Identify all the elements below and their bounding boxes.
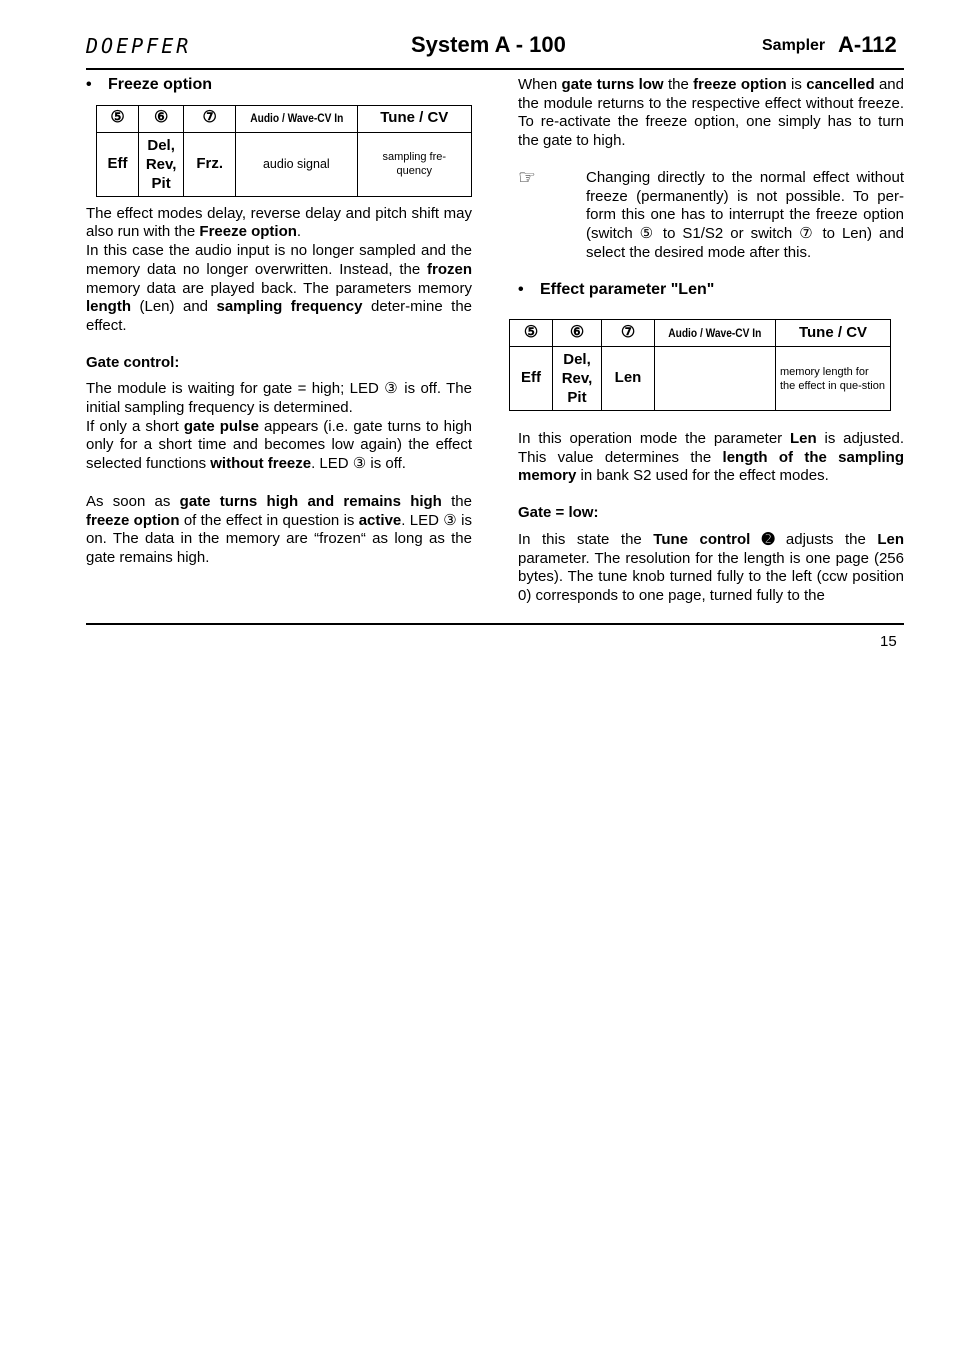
switch-6-header: ⑥: [138, 105, 183, 132]
right-column: [518, 76, 904, 606]
pointing-hand-icon: ☞: [518, 166, 536, 189]
note-block: [518, 166, 904, 263]
cell-memory-length: memory length for the effect in que-stion: [776, 347, 891, 411]
cell-del-rev-pit: Del, Rev, Pit: [553, 347, 602, 411]
paragraph-gate-high: As soon as gate turns high and remains high the freeze option of the effect in question is active. LED ③ is on. The data in the memory are “frozen“ as long as the gate remains high.: [86, 492, 472, 566]
bullet-dot: •: [518, 281, 524, 299]
footer-rule: [86, 623, 904, 625]
paragraph-gate-wait: The module is waiting for gate = high; LED ③ is off. The initial sampling frequency is determined.: [86, 380, 472, 417]
switch-5-header: ⑤: [510, 320, 553, 347]
cell-audio-signal: audio signal: [236, 132, 357, 196]
cell-eff: Eff: [510, 347, 553, 411]
model-number: A-112: [838, 32, 897, 57]
section-label: Sampler: [762, 37, 826, 54]
len-parameter-heading: Effect parameter "Len": [540, 281, 715, 299]
page-number: 15: [880, 633, 897, 650]
paragraph-tune-len: In this state the Tune control ➋ adjusts the Len parameter. The resolution for the length is one page (256 bytes). The tune knob turned fully to the left (ccw position 0) corresponds to one page, turned fully to the: [518, 530, 904, 604]
bullet-dot: •: [86, 76, 92, 93]
switch-6-header: ⑥: [553, 320, 602, 347]
freeze-option-bullet: [86, 76, 472, 95]
len-parameter-bullet: [518, 281, 904, 300]
left-column: [86, 76, 472, 568]
paragraph-freeze-detail: In this case the audio input is no longer sampled and the memory data no longer overwritten. Instead, the frozen memory data are played back. The parameters memory length (Len) and sampling frequency deter-mine the effect.: [86, 242, 473, 334]
tune-cv-header: Tune / CV: [357, 105, 471, 132]
cell-eff: Eff: [97, 132, 139, 196]
paragraph-gate-low: When gate turns low the freeze option is cancelled and the module returns to the respective effect without freeze. To re-activate the freeze option, one simply has to turn the gate to high.: [518, 76, 904, 150]
cell-empty: [655, 347, 776, 411]
cell-frz: Frz.: [184, 132, 236, 196]
note-text: Changing directly to the normal effect without freeze (permanently) is not possible. To per-form this one has to interrupt the freeze option (switch ⑤ to S1/S2 or switch ⑦ to Len) and select the desired mode after this.: [586, 168, 904, 261]
freeze-option-heading: Freeze option: [108, 76, 213, 93]
freeze-table: [96, 105, 472, 197]
tune-cv-header: Tune / CV: [776, 320, 891, 347]
doepfer-logo: DOEPFER: [86, 34, 192, 58]
len-table: [509, 319, 891, 411]
audio-in-header: Audio / Wave-CV In: [655, 320, 776, 347]
page-header: [86, 30, 904, 70]
gate-control-heading: Gate control:: [86, 353, 180, 371]
cell-sampling-frequency: sampling fre-quency: [357, 132, 471, 196]
switch-7-header: ⑦: [184, 105, 236, 132]
gate-low-heading: Gate = low:: [518, 504, 599, 522]
switch-5-header: ⑤: [97, 105, 139, 132]
cell-del-rev-pit: Del, Rev, Pit: [138, 132, 183, 196]
system-title: System A - 100: [411, 32, 566, 57]
cell-len: Len: [602, 347, 655, 411]
switch-7-header: ⑦: [602, 320, 655, 347]
audio-in-header: Audio / Wave-CV In: [236, 105, 357, 132]
paragraph-freeze-intro: The effect modes delay, reverse delay and pitch shift may also run with the Freeze option.: [86, 204, 472, 241]
paragraph-len-mode: In this operation mode the parameter Len is adjusted. This value determines the length of the sampling memory in bank S2 used for the effect modes.: [518, 430, 905, 485]
paragraph-gate-pulse: If only a short gate pulse appears (i.e. gate turns to high only for a short time and becomes low again) the effect selected functions without freeze. LED ③ is off.: [86, 417, 472, 473]
